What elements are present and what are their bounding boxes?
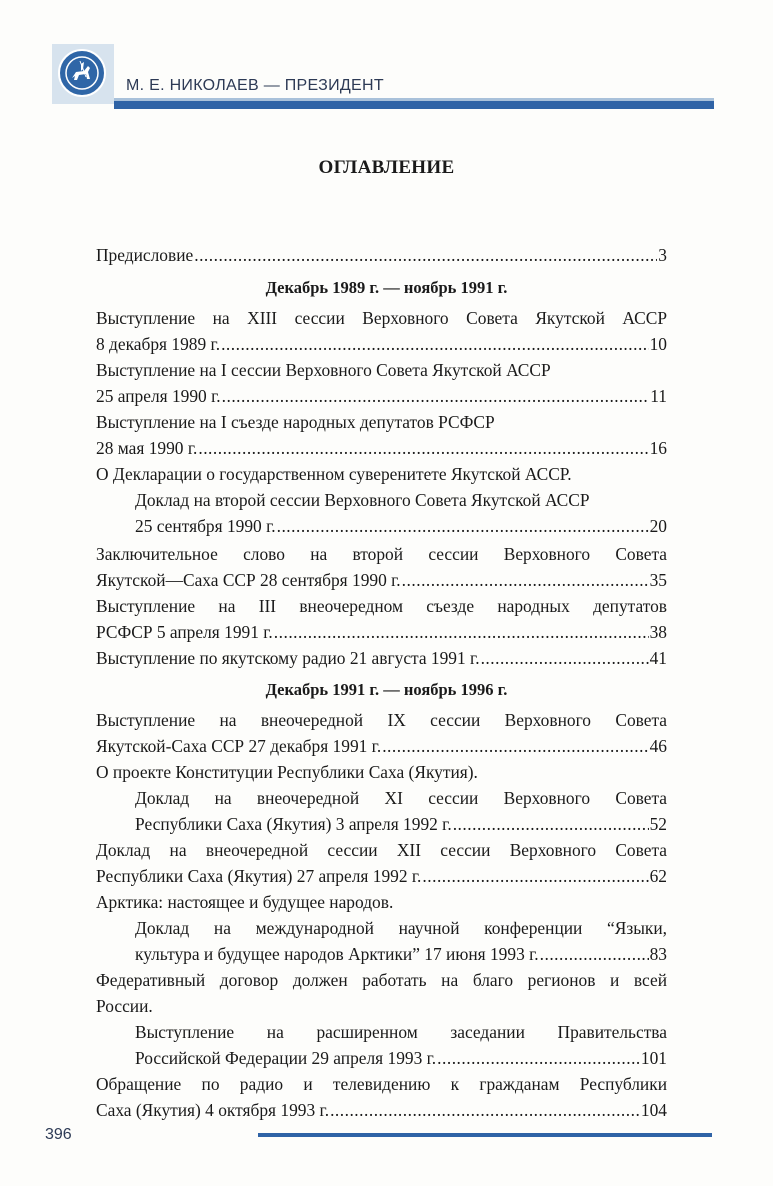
dot-leader xyxy=(540,941,649,967)
toc-entry-title: 28 мая 1990 г. xyxy=(96,438,198,458)
toc-page-number: 41 xyxy=(649,648,667,668)
toc-page-number: 3 xyxy=(658,245,667,265)
toc-page-number: 38 xyxy=(649,622,667,642)
page-title: ОГЛАВЛЕНИЕ xyxy=(318,157,455,178)
toc-entry-title: 25 апреля 1990 г. xyxy=(96,386,221,406)
emblem-box xyxy=(52,44,114,104)
dot-leader xyxy=(382,733,648,759)
toc-entry xyxy=(96,619,667,645)
toc-entry xyxy=(96,645,667,671)
toc-page-number: 16 xyxy=(649,438,667,458)
toc-entry xyxy=(96,1097,667,1123)
header-title: М. Е. НИКОЛАЕВ — ПРЕЗИДЕНТ xyxy=(126,77,384,94)
toc-entry xyxy=(96,331,667,357)
dot-leader xyxy=(194,242,657,268)
toc-entry-line: Выступление на I сессии Верховного Совета Якутской АССР xyxy=(96,360,551,380)
toc-entry-line: Выступление на XIII сессии Верховного Совета Якутской АССР xyxy=(96,308,667,328)
toc-page-number: 46 xyxy=(649,736,667,756)
toc-entry-title: 25 сентября 1990 г. xyxy=(135,516,276,536)
toc-entry-line: Доклад на внеочередной XI сессии Верховного Совета xyxy=(135,788,667,808)
toc-entry xyxy=(135,1045,667,1071)
toc-page-number: 20 xyxy=(649,516,667,536)
toc-entry-line: Доклад на международной научной конференции “Языки, xyxy=(135,918,667,938)
toc-entry-line: Выступление на III внеочередном съезде народных депутатов xyxy=(96,596,667,616)
toc-entry-line: Выступление на I съезде народных депутатов РСФСР xyxy=(96,412,495,432)
toc-entry-line: Арктика: настоящее и будущее народов. xyxy=(96,892,394,912)
toc-entry-title: Предисловие xyxy=(96,245,194,265)
page-number: 396 xyxy=(45,1126,72,1143)
toc-entry-line: Заключительное слово на второй сессии Верховного Совета xyxy=(96,544,667,564)
toc-entry-title: Республики Саха (Якутия) 27 апреля 1992 г. xyxy=(96,866,422,886)
toc-entry-title: Саха (Якутия) 4 октября 1993 г. xyxy=(96,1100,330,1120)
toc-entry-line: Выступление на внеочередной IX сессии Верховного Совета xyxy=(96,710,667,730)
toc-page-number: 35 xyxy=(649,570,667,590)
toc-entry-title: Республики Саха (Якутия) 3 апреля 1992 г. xyxy=(135,814,452,834)
toc-entry-line: О проекте Конституции Республики Саха (Якутия). xyxy=(96,762,478,782)
toc-entry xyxy=(135,811,667,837)
toc-entry-title: Якутской—Саха ССР 28 сентября 1990 г. xyxy=(96,570,401,590)
dot-leader xyxy=(198,435,648,461)
toc-entry-line: Федеративный договор должен работать на благо регионов и всей xyxy=(96,970,667,990)
dot-leader xyxy=(402,567,649,593)
dot-leader xyxy=(453,811,649,837)
toc-entry-title: Якутской-Саха ССР 27 декабря 1991 г. xyxy=(96,736,382,756)
horseman-emblem-icon xyxy=(58,49,106,97)
toc-entry-line: Доклад на второй сессии Верховного Совета Якутской АССР xyxy=(135,490,590,510)
toc-entry xyxy=(135,513,667,539)
toc-entry-title: культура и будущее народов Арктики” 17 июня 1993 г. xyxy=(135,944,539,964)
toc-entry-line: О Декларации о государственном суверенитете Якутской АССР. xyxy=(96,464,572,484)
toc-entry-line: Доклад на внеочередной сессии XII сессии Верховного Совета xyxy=(96,840,667,860)
page-header xyxy=(0,0,773,115)
toc-entry xyxy=(96,435,667,461)
toc-page-number: 62 xyxy=(649,866,667,886)
dot-leader xyxy=(481,645,649,671)
section-heading: Декабрь 1991 г. — ноябрь 1996 г. xyxy=(265,680,508,699)
toc-entry xyxy=(96,567,667,593)
toc-page-number: 83 xyxy=(649,944,667,964)
toc-page-number: 101 xyxy=(640,1048,667,1068)
toc-entry-line: России. xyxy=(96,996,153,1016)
toc-page-number: 52 xyxy=(649,814,667,834)
toc-page-number: 10 xyxy=(649,334,667,354)
toc-entry xyxy=(96,383,667,409)
toc-entry-title: 8 декабря 1989 г. xyxy=(96,334,221,354)
dot-leader xyxy=(422,863,648,889)
toc-entry xyxy=(96,863,667,889)
dot-leader xyxy=(277,513,649,539)
dot-leader xyxy=(222,383,650,409)
toc-entry-preface xyxy=(96,242,667,268)
toc-entry-title: РСФСР 5 апреля 1991 г. xyxy=(96,622,273,642)
toc-entry xyxy=(135,941,667,967)
toc-page-number: 11 xyxy=(650,386,667,406)
section-heading: Декабрь 1989 г. — ноябрь 1991 г. xyxy=(265,278,508,297)
dot-leader xyxy=(221,331,649,357)
toc-entry-title: Российской Федерации 29 апреля 1993 г. xyxy=(135,1048,437,1068)
toc-entry-line: Выступление на расширенном заседании Правительства xyxy=(135,1022,667,1042)
dot-leader xyxy=(274,619,649,645)
footer-rule xyxy=(258,1133,712,1137)
toc-entry-title: Выступление по якутскому радио 21 августа 1991 г. xyxy=(96,648,480,668)
dot-leader xyxy=(330,1097,640,1123)
dot-leader xyxy=(437,1045,640,1071)
toc-page-number: 104 xyxy=(640,1100,667,1120)
toc-entry xyxy=(96,733,667,759)
toc-entry-line: Обращение по радио и телевидению к гражданам Республики xyxy=(96,1074,667,1094)
header-band xyxy=(114,98,714,109)
